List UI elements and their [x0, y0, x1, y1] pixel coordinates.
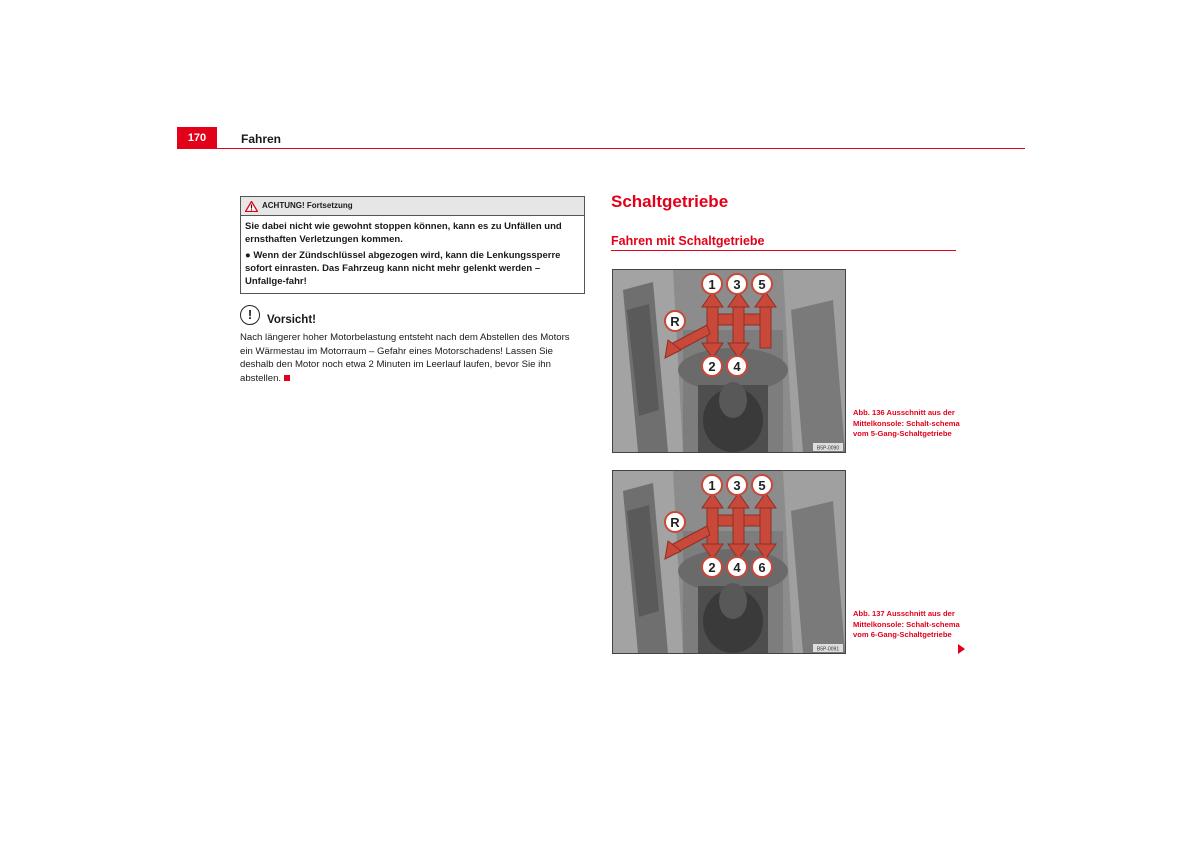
caution-title: Vorsicht!	[267, 314, 316, 326]
bullet-icon: ●	[245, 250, 254, 261]
caution-body: Nach längerer hoher Motorbelastung entsteht nach dem Abstellen des Motors ein Wärmestau im Motorraum – Gefahr eines Motorschadens! Lassen Sie deshalb den Motor noch etwa 2 Minuten im Leerlauf laufen, bevor Sie ihn abstellen.	[240, 332, 570, 384]
warning-triangle-icon	[245, 201, 258, 212]
header-rule	[177, 148, 1025, 149]
subsection-title: Fahren mit Schaltgetriebe	[611, 234, 765, 248]
caution-exclamation-icon: !	[240, 305, 260, 325]
gear-label-reverse: R	[670, 515, 680, 530]
gear-label-1: 1	[708, 277, 716, 292]
warning-bullet-text: Wenn der Zündschlüssel abgezogen wird, kann die Lenkungssperre sofort einrasten. Das Fahrzeug kann nicht mehr gelenkt werden – Unfallge-fahr!	[245, 250, 561, 287]
gearshift-illustration-5	[613, 270, 845, 452]
figure-code: B5P-0090	[816, 445, 840, 452]
warning-header	[241, 197, 584, 216]
gear-label-6: 6	[758, 560, 766, 575]
page-number: 170	[177, 127, 217, 149]
warning-paragraph: Sie dabei nicht wie gewohnt stoppen können, kann es zu Unfällen und ernsthaften Verletzungen kommen.	[245, 221, 562, 245]
gear-label-5: 5	[758, 478, 766, 493]
continue-arrow-icon	[958, 644, 965, 654]
subsection-rule	[611, 250, 956, 251]
warning-heading: ACHTUNG! Fortsetzung	[262, 201, 353, 210]
gear-label-reverse: R	[670, 314, 680, 329]
figure-gear-pattern-6	[612, 470, 846, 654]
section-title: Schaltgetriebe	[611, 192, 729, 211]
gear-label-3: 3	[733, 277, 741, 292]
section-end-icon	[284, 375, 290, 381]
gear-label-5: 5	[758, 277, 766, 292]
gear-label-1: 1	[708, 478, 716, 493]
warning-bullet	[245, 249, 580, 288]
caution-text	[240, 331, 585, 385]
gear-label-3: 3	[733, 478, 741, 493]
gear-label-2: 2	[708, 560, 716, 575]
gear-label-4: 4	[733, 359, 741, 374]
chapter-title: Fahren	[241, 132, 282, 146]
gear-label-4: 4	[733, 560, 741, 575]
warning-box	[240, 196, 585, 294]
figure-code: B5P-0091	[816, 646, 840, 653]
figure-caption: Abb. 137 Ausschnitt aus der Mittelkonsole: Schalt-schema vom 6-Gang-Schaltgetriebe	[853, 609, 960, 639]
figure-caption: Abb. 136 Ausschnitt aus der Mittelkonsole: Schalt-schema vom 5-Gang-Schaltgetriebe	[853, 408, 960, 438]
gearshift-illustration-6	[613, 471, 845, 653]
gear-label-2: 2	[708, 359, 716, 374]
figure-gear-pattern-5	[612, 269, 846, 453]
